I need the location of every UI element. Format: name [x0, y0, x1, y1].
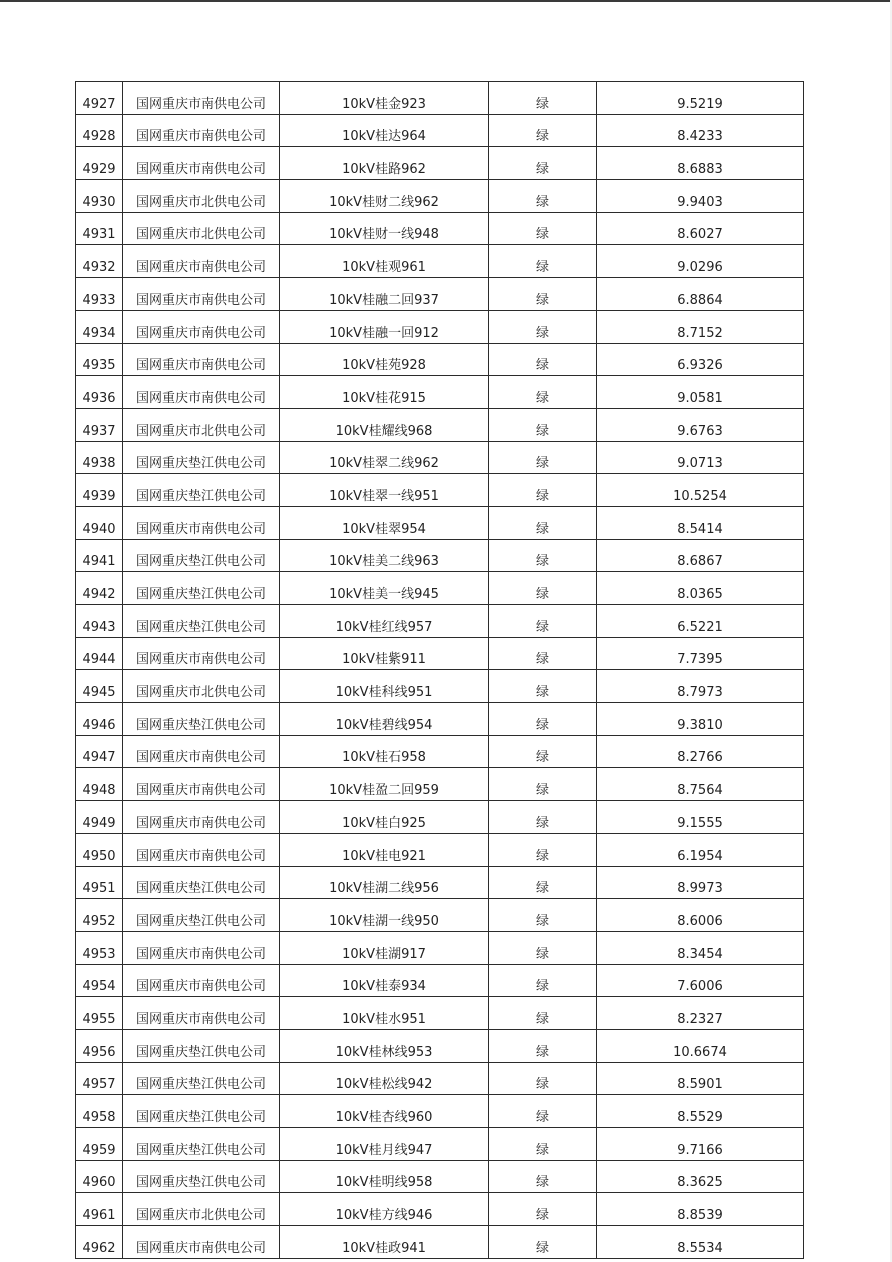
row-number-cell: 4932 — [76, 245, 123, 278]
level-cell: 绿 — [489, 866, 597, 899]
company-cell: 国网重庆垫江供电公司 — [123, 474, 280, 507]
value-cell: 8.3625 — [597, 1160, 804, 1193]
company-cell: 国网重庆市北供电公司 — [123, 180, 280, 213]
line-name-cell: 10kV桂金923 — [280, 82, 489, 115]
value-cell: 8.3454 — [597, 931, 804, 964]
level-cell: 绿 — [489, 278, 597, 311]
level-cell: 绿 — [489, 82, 597, 115]
table-row — [76, 703, 804, 736]
level-cell: 绿 — [489, 899, 597, 932]
value-cell: 9.0581 — [597, 376, 804, 409]
value-cell: 9.6763 — [597, 408, 804, 441]
company-cell: 国网重庆市南供电公司 — [123, 376, 280, 409]
table-row — [76, 408, 804, 441]
row-number-cell: 4961 — [76, 1193, 123, 1226]
level-cell: 绿 — [489, 735, 597, 768]
company-cell: 国网重庆市南供电公司 — [123, 637, 280, 670]
line-name-cell: 10kV桂湖917 — [280, 931, 489, 964]
value-cell: 8.2327 — [597, 997, 804, 1030]
value-cell: 8.6867 — [597, 539, 804, 572]
table-row — [76, 637, 804, 670]
row-number-cell: 4931 — [76, 212, 123, 245]
value-cell: 9.0713 — [597, 441, 804, 474]
company-cell: 国网重庆垫江供电公司 — [123, 1128, 280, 1161]
table-row — [76, 768, 804, 801]
company-cell: 国网重庆市南供电公司 — [123, 343, 280, 376]
line-name-cell: 10kV桂耀线968 — [280, 408, 489, 441]
line-name-cell: 10kV桂松线942 — [280, 1062, 489, 1095]
company-cell: 国网重庆市北供电公司 — [123, 670, 280, 703]
line-name-cell: 10kV桂美二线963 — [280, 539, 489, 572]
line-name-cell: 10kV桂杏线960 — [280, 1095, 489, 1128]
company-cell: 国网重庆市南供电公司 — [123, 735, 280, 768]
level-cell: 绿 — [489, 310, 597, 343]
level-cell: 绿 — [489, 180, 597, 213]
table-row — [76, 180, 804, 213]
level-cell: 绿 — [489, 539, 597, 572]
level-cell: 绿 — [489, 637, 597, 670]
row-number-cell: 4937 — [76, 408, 123, 441]
row-number-cell: 4945 — [76, 670, 123, 703]
row-number-cell: 4928 — [76, 114, 123, 147]
company-cell: 国网重庆市南供电公司 — [123, 931, 280, 964]
value-cell: 6.9326 — [597, 343, 804, 376]
value-cell: 6.8864 — [597, 278, 804, 311]
company-cell: 国网重庆垫江供电公司 — [123, 572, 280, 605]
line-name-cell: 10kV桂达964 — [280, 114, 489, 147]
value-cell: 7.6006 — [597, 964, 804, 997]
line-name-cell: 10kV桂月线947 — [280, 1128, 489, 1161]
line-name-cell: 10kV桂电921 — [280, 833, 489, 866]
table-row — [76, 147, 804, 180]
level-cell: 绿 — [489, 703, 597, 736]
value-cell: 8.7564 — [597, 768, 804, 801]
level-cell: 绿 — [489, 1062, 597, 1095]
company-cell: 国网重庆市南供电公司 — [123, 833, 280, 866]
value-cell: 8.5529 — [597, 1095, 804, 1128]
value-cell: 9.7166 — [597, 1128, 804, 1161]
value-cell: 8.4233 — [597, 114, 804, 147]
row-number-cell: 4952 — [76, 899, 123, 932]
line-name-cell: 10kV桂白925 — [280, 801, 489, 834]
value-cell: 9.5219 — [597, 82, 804, 115]
row-number-cell: 4950 — [76, 833, 123, 866]
row-number-cell: 4946 — [76, 703, 123, 736]
value-cell: 8.6006 — [597, 899, 804, 932]
value-cell: 10.6674 — [597, 1029, 804, 1062]
value-cell: 8.7973 — [597, 670, 804, 703]
company-cell: 国网重庆垫江供电公司 — [123, 1095, 280, 1128]
level-cell: 绿 — [489, 506, 597, 539]
table-row — [76, 735, 804, 768]
level-cell: 绿 — [489, 147, 597, 180]
table-row — [76, 899, 804, 932]
row-number-cell: 4948 — [76, 768, 123, 801]
line-name-cell: 10kV桂石958 — [280, 735, 489, 768]
company-cell: 国网重庆市南供电公司 — [123, 245, 280, 278]
row-number-cell: 4936 — [76, 376, 123, 409]
line-name-cell: 10kV桂湖一线950 — [280, 899, 489, 932]
level-cell: 绿 — [489, 245, 597, 278]
value-cell: 8.8539 — [597, 1193, 804, 1226]
row-number-cell: 4938 — [76, 441, 123, 474]
line-name-cell: 10kV桂红线957 — [280, 605, 489, 638]
table-row — [76, 605, 804, 638]
table-row — [76, 1160, 804, 1193]
level-cell: 绿 — [489, 343, 597, 376]
level-cell: 绿 — [489, 768, 597, 801]
line-name-cell: 10kV桂碧线954 — [280, 703, 489, 736]
row-number-cell: 4942 — [76, 572, 123, 605]
company-cell: 国网重庆垫江供电公司 — [123, 1029, 280, 1062]
row-number-cell: 4947 — [76, 735, 123, 768]
value-cell: 6.5221 — [597, 605, 804, 638]
line-name-cell: 10kV桂美一线945 — [280, 572, 489, 605]
company-cell: 国网重庆市南供电公司 — [123, 768, 280, 801]
line-name-cell: 10kV桂财二线962 — [280, 180, 489, 213]
row-number-cell: 4954 — [76, 964, 123, 997]
table-row — [76, 1226, 804, 1259]
line-name-cell: 10kV桂泰934 — [280, 964, 489, 997]
data-table — [75, 81, 804, 1259]
company-cell: 国网重庆垫江供电公司 — [123, 899, 280, 932]
row-number-cell: 4935 — [76, 343, 123, 376]
row-number-cell: 4959 — [76, 1128, 123, 1161]
level-cell: 绿 — [489, 1095, 597, 1128]
table-row — [76, 278, 804, 311]
row-number-cell: 4939 — [76, 474, 123, 507]
level-cell: 绿 — [489, 1193, 597, 1226]
company-cell: 国网重庆垫江供电公司 — [123, 1160, 280, 1193]
line-name-cell: 10kV桂湖二线956 — [280, 866, 489, 899]
row-number-cell: 4930 — [76, 180, 123, 213]
value-cell: 8.9973 — [597, 866, 804, 899]
company-cell: 国网重庆市北供电公司 — [123, 1193, 280, 1226]
level-cell: 绿 — [489, 605, 597, 638]
row-number-cell: 4955 — [76, 997, 123, 1030]
level-cell: 绿 — [489, 997, 597, 1030]
company-cell: 国网重庆市南供电公司 — [123, 82, 280, 115]
company-cell: 国网重庆垫江供电公司 — [123, 1062, 280, 1095]
value-cell: 9.9403 — [597, 180, 804, 213]
row-number-cell: 4941 — [76, 539, 123, 572]
level-cell: 绿 — [489, 670, 597, 703]
table-row — [76, 212, 804, 245]
row-number-cell: 4944 — [76, 637, 123, 670]
value-cell: 8.6883 — [597, 147, 804, 180]
table-row — [76, 1193, 804, 1226]
table-body — [76, 82, 804, 1259]
value-cell: 8.6027 — [597, 212, 804, 245]
company-cell: 国网重庆垫江供电公司 — [123, 539, 280, 572]
row-number-cell: 4957 — [76, 1062, 123, 1095]
line-name-cell: 10kV桂水951 — [280, 997, 489, 1030]
table-row — [76, 1128, 804, 1161]
level-cell: 绿 — [489, 833, 597, 866]
company-cell: 国网重庆市北供电公司 — [123, 212, 280, 245]
line-name-cell: 10kV桂苑928 — [280, 343, 489, 376]
page-top-rule — [0, 0, 892, 2]
table-row — [76, 310, 804, 343]
line-name-cell: 10kV桂财一线948 — [280, 212, 489, 245]
table-row — [76, 506, 804, 539]
line-name-cell: 10kV桂路962 — [280, 147, 489, 180]
line-name-cell: 10kV桂翠一线951 — [280, 474, 489, 507]
level-cell: 绿 — [489, 1160, 597, 1193]
row-number-cell: 4953 — [76, 931, 123, 964]
company-cell: 国网重庆市北供电公司 — [123, 408, 280, 441]
table-row — [76, 801, 804, 834]
line-name-cell: 10kV桂融一回912 — [280, 310, 489, 343]
level-cell: 绿 — [489, 801, 597, 834]
row-number-cell: 4956 — [76, 1029, 123, 1062]
company-cell: 国网重庆垫江供电公司 — [123, 441, 280, 474]
line-name-cell: 10kV桂科线951 — [280, 670, 489, 703]
table-row — [76, 1062, 804, 1095]
table-row — [76, 376, 804, 409]
line-name-cell: 10kV桂观961 — [280, 245, 489, 278]
level-cell: 绿 — [489, 212, 597, 245]
line-name-cell: 10kV桂盈二回959 — [280, 768, 489, 801]
value-cell: 7.7395 — [597, 637, 804, 670]
table-row — [76, 539, 804, 572]
table-row — [76, 474, 804, 507]
level-cell: 绿 — [489, 1029, 597, 1062]
level-cell: 绿 — [489, 931, 597, 964]
value-cell: 8.5414 — [597, 506, 804, 539]
line-name-cell: 10kV桂政941 — [280, 1226, 489, 1259]
row-number-cell: 4958 — [76, 1095, 123, 1128]
value-cell: 6.1954 — [597, 833, 804, 866]
table-row — [76, 931, 804, 964]
row-number-cell: 4951 — [76, 866, 123, 899]
company-cell: 国网重庆市南供电公司 — [123, 278, 280, 311]
line-name-cell: 10kV桂花915 — [280, 376, 489, 409]
table-row — [76, 964, 804, 997]
company-cell: 国网重庆市南供电公司 — [123, 997, 280, 1030]
line-name-cell: 10kV桂林线953 — [280, 1029, 489, 1062]
line-name-cell: 10kV桂紫911 — [280, 637, 489, 670]
level-cell: 绿 — [489, 441, 597, 474]
table-row — [76, 245, 804, 278]
value-cell: 8.5901 — [597, 1062, 804, 1095]
level-cell: 绿 — [489, 1128, 597, 1161]
company-cell: 国网重庆垫江供电公司 — [123, 866, 280, 899]
level-cell: 绿 — [489, 572, 597, 605]
level-cell: 绿 — [489, 408, 597, 441]
line-name-cell: 10kV桂翠二线962 — [280, 441, 489, 474]
line-name-cell: 10kV桂翠954 — [280, 506, 489, 539]
row-number-cell: 4927 — [76, 82, 123, 115]
company-cell: 国网重庆市南供电公司 — [123, 506, 280, 539]
row-number-cell: 4943 — [76, 605, 123, 638]
table-row — [76, 1029, 804, 1062]
row-number-cell: 4949 — [76, 801, 123, 834]
table-row — [76, 1095, 804, 1128]
level-cell: 绿 — [489, 376, 597, 409]
company-cell: 国网重庆市南供电公司 — [123, 1226, 280, 1259]
value-cell: 8.7152 — [597, 310, 804, 343]
table-row — [76, 572, 804, 605]
company-cell: 国网重庆市南供电公司 — [123, 964, 280, 997]
company-cell: 国网重庆市南供电公司 — [123, 147, 280, 180]
company-cell: 国网重庆市南供电公司 — [123, 114, 280, 147]
value-cell: 9.1555 — [597, 801, 804, 834]
line-name-cell: 10kV桂方线946 — [280, 1193, 489, 1226]
table-row — [76, 114, 804, 147]
company-cell: 国网重庆市南供电公司 — [123, 801, 280, 834]
line-name-cell: 10kV桂明线958 — [280, 1160, 489, 1193]
table-row — [76, 670, 804, 703]
value-cell: 9.0296 — [597, 245, 804, 278]
value-cell: 8.5534 — [597, 1226, 804, 1259]
row-number-cell: 4940 — [76, 506, 123, 539]
row-number-cell: 4933 — [76, 278, 123, 311]
table-row — [76, 343, 804, 376]
company-cell: 国网重庆垫江供电公司 — [123, 605, 280, 638]
level-cell: 绿 — [489, 474, 597, 507]
company-cell: 国网重庆垫江供电公司 — [123, 703, 280, 736]
level-cell: 绿 — [489, 1226, 597, 1259]
table-row — [76, 833, 804, 866]
row-number-cell: 4960 — [76, 1160, 123, 1193]
value-cell: 8.0365 — [597, 572, 804, 605]
table-row — [76, 997, 804, 1030]
value-cell: 8.2766 — [597, 735, 804, 768]
line-name-cell: 10kV桂融二回937 — [280, 278, 489, 311]
level-cell: 绿 — [489, 964, 597, 997]
company-cell: 国网重庆市南供电公司 — [123, 310, 280, 343]
table-row — [76, 441, 804, 474]
table-row — [76, 866, 804, 899]
value-cell: 10.5254 — [597, 474, 804, 507]
row-number-cell: 4929 — [76, 147, 123, 180]
table-row — [76, 82, 804, 115]
row-number-cell: 4962 — [76, 1226, 123, 1259]
level-cell: 绿 — [489, 114, 597, 147]
row-number-cell: 4934 — [76, 310, 123, 343]
value-cell: 9.3810 — [597, 703, 804, 736]
